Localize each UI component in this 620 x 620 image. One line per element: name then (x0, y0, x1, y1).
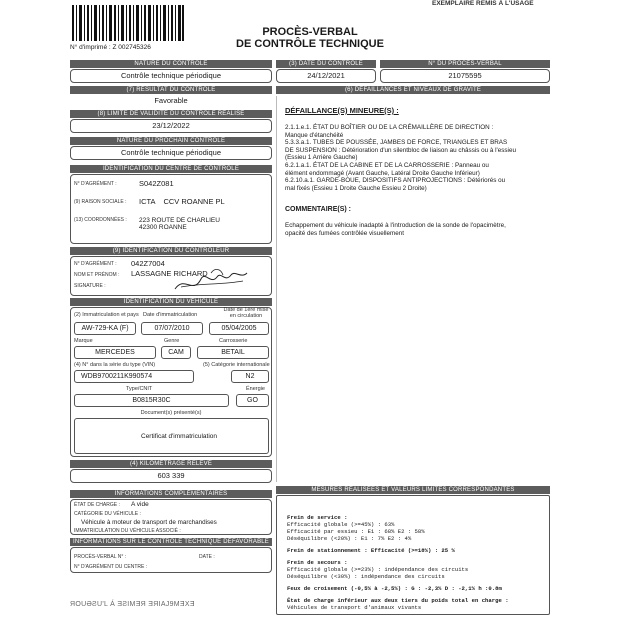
print-number-label: N° d'imprimé : Z (70, 44, 117, 51)
vehicle-energy-label: Énergie (246, 386, 265, 392)
result-header: (7) RÉSULTAT DU CONTROLE (70, 86, 272, 94)
associated-reg-label: IMMATRICULATION DU VÉHICULE ASSOCIÉ : (74, 528, 181, 534)
defects-header: (6) DÉFAILLANCES ET NIVEAUX DE GRAVITÉ (276, 86, 550, 94)
vehicle-vin: WDB9700211K990574 (74, 370, 194, 383)
measure-line: Efficacité globale (>=23%) : indépendance des circuits (287, 566, 469, 573)
centre-address (139, 217, 220, 231)
vehicle-type-label: Type/CNIT (126, 386, 153, 392)
unfavourable-box (70, 547, 272, 573)
comment-line: Echappement du véhicule inadapté à l'introduction de la sonde de l'opacimètre, (285, 222, 506, 229)
comments-list (285, 222, 551, 237)
comment-line: opacité des fumées contrôlée visuellement (285, 229, 405, 237)
mileage-value: 603 339 (70, 469, 272, 483)
validity-value: 23/12/2022 (70, 119, 272, 133)
print-number (70, 44, 151, 51)
measure-line: Feux de croisement (-0,5% à -2,5%) : G : -2,3% D : -2,1% h :0.8m (287, 585, 502, 592)
centre-header: IDENTIFICATION DU CENTRE DE CONTROLE (70, 165, 272, 173)
mirrored-footer: ЯOUƏƧU'L Á ƎƧIMƎЯ ƎЯIAJ9MƎXƎ (70, 601, 195, 608)
registration-country: (F) (119, 325, 129, 332)
next-control-header: NATURE DU PROCHAIN CONTROLE (70, 137, 272, 145)
load-value: A vide (131, 501, 149, 508)
centre-address-1: 223 ROUTE DE CHARLIEU (139, 217, 220, 224)
vehicle-brand: MERCEDES (74, 346, 156, 359)
defect-line: DE SUSPENSION : Détérioration d'un silentbloc de liaison au châssis ou à l'essieu (285, 146, 516, 154)
vehicle-energy: GO (236, 394, 269, 407)
registration-number: AW-729-KA (81, 325, 118, 332)
vehicle-body: BETAIL (197, 346, 269, 359)
defect-line: élément endommagé (Avant Gauche, Latéral Droite Gauche Inférieur) (285, 169, 480, 177)
measures-box (276, 495, 550, 615)
defect-line: 6.2.10.a.1. GARDE-BOUE, DISPOSITIFS ANTIPROJECTIONS : Détériorés ou (285, 177, 506, 185)
vehicle-type: B0815R30C (74, 394, 229, 407)
measure-line: Efficacité globale (>=45%) : 63% (287, 521, 395, 528)
defect-line: 6.2.1.a.1. ÉTAT DE LA CABINE ET DE LA CARROSSERIE : Panneau ou (285, 161, 489, 169)
vehicle-reg-label: (2) Immatriculation et pays (74, 312, 139, 318)
controller-agreement-label: N° D'AGRÉMENT : (74, 261, 117, 267)
unfavourable-agreement-label: N° D'AGRÉMENT DU CENTRE : (74, 564, 148, 570)
date-value: 24/12/2021 (276, 69, 376, 83)
vehicle-reg-date-label: Date d'immatriculation (143, 312, 198, 318)
unfavourable-pv-label: PROCÈS-VERBAL N° : (74, 554, 127, 560)
centre-company-label: (9) RAISON SOCIALE : (74, 199, 127, 205)
measure-line: Déséquilibre (<20%) : E1 : 7% E2 : 4% (287, 535, 412, 542)
vehicle-docs: Certificat d'immatriculation (141, 433, 218, 440)
measure-line: État de charge inférieur aux deux tiers du poids total en charge : (287, 597, 509, 604)
barcode (72, 5, 184, 41)
signature (171, 265, 251, 295)
centre-coords-label: (13) COORDONNÉES : (74, 217, 127, 223)
result-value: Favorable (154, 96, 188, 105)
copy-note: EXEMPLAIRE REMIS À L'USAGE (432, 0, 534, 7)
measure-line: Déséquilibre (<30%) : indépendance des circuits (287, 573, 445, 580)
comments-title: COMMENTAIRE(S) : (285, 206, 351, 213)
vehicle-category-value: Véhicule à moteur de transport de marchandises (81, 519, 217, 526)
mileage-header: (4) KILOMÉTRAGE RELEVÉ (70, 460, 272, 468)
title-line-1: PROCÈS-VERBAL (262, 26, 358, 38)
controller-box (70, 256, 272, 296)
validity-header: (8) LIMITE DE VALIDITÉ DU CONTROLE RÉALISÉ (70, 110, 272, 118)
vehicle-body-label: Carrosserie (219, 338, 248, 344)
vehicle-category-label-2: CATÉGORIE DU VÉHICULE : (74, 511, 141, 517)
centre-agreement-label: N° D'AGRÉMENT : (74, 181, 117, 187)
vehicle-first-circ: 05/04/2005 (209, 322, 269, 335)
controller-header: (9) IDENTIFICATION DU CONTRÔLEUR (70, 247, 272, 255)
defect-line: 2.1.1.e.1. ÉTAT DU BOÎTIER OU DE LA CRÉMAILLÈRE DE DIRECTION : (285, 124, 494, 131)
measure-line: Frein de secours : (287, 559, 348, 566)
controller-name-label: NOM ET PRÉNOM : (74, 272, 120, 278)
print-number-value: 002745326 (118, 44, 151, 51)
defects-panel (276, 96, 550, 482)
measure-line: Efficacité par essieu : E1 : 68% E2 : 58% (287, 528, 425, 535)
controller-signature-label: SIGNATURE : (74, 283, 106, 289)
vehicle-genre-label: Genre (164, 338, 180, 344)
nature-value: Contrôle technique périodique (70, 69, 272, 83)
date-header: (3) DATE DU CONTROLE (276, 60, 376, 68)
defect-line: Manque d'étanchéité (285, 131, 344, 139)
complementary-header: INFORMATIONS COMPLÉMENTAIRES (70, 490, 272, 498)
vehicle-header: IDENTIFICATION DU VÉHICULE (70, 298, 272, 306)
vehicle-genre: CAM (161, 346, 191, 359)
vehicle-docs-label: Document(s) présenté(s) (140, 410, 202, 416)
centre-address-2: 42300 ROANNE (139, 224, 187, 231)
measure-line: Frein de service : (287, 514, 348, 521)
unfavourable-header: INFORMATIONS SUR LE CONTRÔLE TECHNIQUE DÉFAVORABLE (70, 538, 272, 546)
vehicle-vin-label: (4) N° dans la série du type (VIN) (74, 362, 156, 368)
controller-agreement: 042Z7004 (131, 259, 165, 268)
vehicle-first-circ-label: Date de 1ère mise en circulation (223, 307, 269, 319)
vehicle-docs-box (74, 418, 269, 454)
vehicle-brand-label: Marque (74, 338, 93, 344)
complementary-box (70, 499, 272, 535)
measure-line: Véhicules de transport d'animaux vivants (287, 604, 422, 611)
defects-title: DÉFAILLANCE(S) MINEURE(S) : (285, 106, 399, 115)
next-control-value: Contrôle technique périodique (70, 146, 272, 160)
pv-number-header: N° DU PROCÈS-VERBAL (380, 60, 550, 68)
centre-box (70, 174, 272, 244)
centre-agreement: S042Z081 (139, 179, 174, 188)
centre-company: ICTA CCV ROANNE PL (139, 197, 225, 206)
defect-line: 5.3.3.a.1. TUBES DE POUSSÉE, JAMBES DE FORCE, TRIANGLES ET BRAS (285, 139, 508, 147)
page-title (215, 26, 405, 50)
defects-list (285, 124, 551, 192)
load-label: ÉTAT DE CHARGE : (74, 502, 120, 508)
nature-header: NATURE DU CONTROLE (70, 60, 272, 68)
vehicle-reg-date: 07/07/2010 (141, 322, 203, 335)
vehicle-category: N2 (231, 370, 269, 383)
vehicle-registration (74, 322, 136, 335)
unfavourable-date-label: DATE : (199, 554, 215, 560)
pv-number-value: 21075595 (380, 69, 550, 83)
measure-line: Frein de stationnement : Efficacité (>=18%) : 25 % (287, 547, 455, 554)
vehicle-box (70, 307, 272, 457)
defect-line: (Essieu 1 Arrière Gauche) (285, 154, 358, 162)
controller-name: LASSAGNE RICHARD (131, 269, 208, 278)
measures-list (287, 514, 549, 611)
vehicle-category-label: (5) Catégorie internationale (203, 362, 270, 368)
measures-header: MESURES RÉALISÉES ET VALEURS LIMITES CORRESPONDANTES (276, 486, 550, 494)
defect-line: mal fixés (Essieu 1 Droite Gauche Essieu 2 Droite) (285, 184, 427, 192)
title-line-2: DE CONTRÔLE TECHNIQUE (236, 38, 384, 50)
